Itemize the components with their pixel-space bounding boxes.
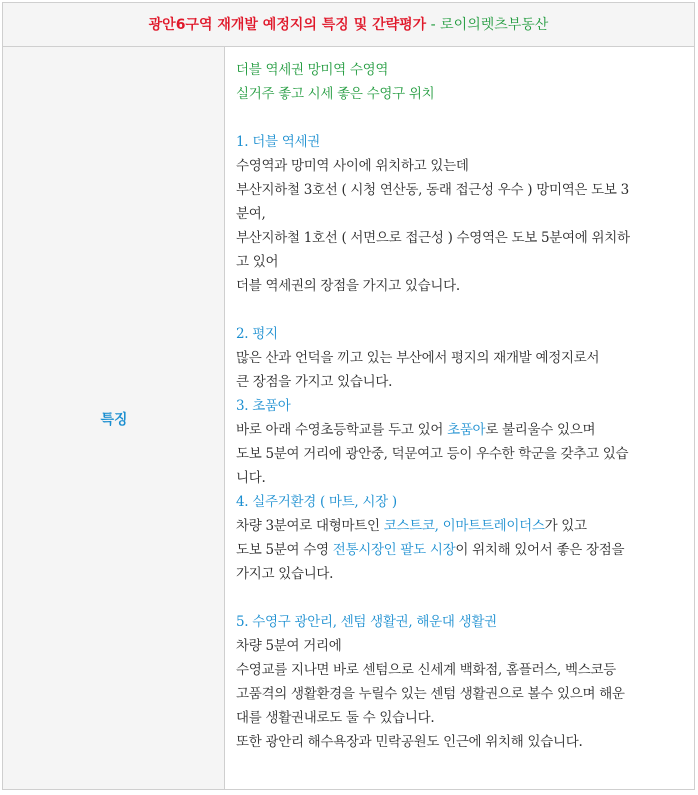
highlight-link[interactable]: 전통시장인 팔도 시장 <box>332 542 456 558</box>
section-3-line: 니다. <box>236 470 266 486</box>
section-5-line: 수영교를 지나면 바로 센텀으로 신세계 백화점, 홈플러스, 벡스코등 <box>236 662 616 678</box>
text-segment: 로 불리울수 있으며 <box>485 422 596 438</box>
section-2-line: 많은 산과 언덕을 끼고 있는 부산에서 평지의 재개발 예정지로서 <box>236 350 600 366</box>
section-1-heading: 1. 더블 역세권 <box>236 134 320 150</box>
header-separator: - <box>426 17 441 33</box>
side-label-cell <box>3 47 225 789</box>
section-4-line <box>236 538 684 562</box>
blank-line <box>236 298 684 322</box>
section-2-heading: 2. 평지 <box>236 326 278 342</box>
blank-line <box>236 106 684 130</box>
section-4-line: 가지고 있습니다. <box>236 566 334 582</box>
highlight-link[interactable]: 코스트코, 이마트트레이더스 <box>383 518 545 534</box>
section-5-heading: 5. 수영구 광안리, 센텀 생활권, 해운대 생활권 <box>236 614 497 630</box>
section-1-line: 분여, <box>236 206 266 222</box>
text-segment: 차량 3분여로 대형마트인 <box>236 518 384 534</box>
section-5-line: 또한 광안리 해수욕장과 민락공원도 인근에 위치해 있습니다. <box>236 734 583 750</box>
section-5-line: 차량 5분여 거리에 <box>236 638 342 654</box>
header-author: 로이의렛츠부동산 <box>440 17 549 33</box>
text-segment: 이 위치해 있어서 좋은 장점을 <box>455 542 625 558</box>
section-3-line: 도보 5분여 거리에 광안중, 덕문여고 등이 우수한 학군을 갖추고 있습 <box>236 446 629 462</box>
text-segment: 바로 아래 수영초등학교를 두고 있어 <box>236 422 448 438</box>
section-4-line <box>236 514 684 538</box>
section-5-line: 대를 생활권내로도 둘 수 있습니다. <box>236 710 435 726</box>
table-header <box>3 3 694 47</box>
section-2-line: 큰 장점을 가지고 있습니다. <box>236 374 393 390</box>
text-segment: 가 있고 <box>544 518 587 534</box>
side-label: 특징 <box>100 412 128 428</box>
intro-line-1: 더블 역세권 망미역 수영역 <box>236 62 389 78</box>
section-1-line: 수영역과 망미역 사이에 위치하고 있는데 <box>236 158 469 174</box>
section-3-heading: 3. 초품아 <box>236 398 291 414</box>
highlight-link[interactable]: 초품아 <box>447 422 486 438</box>
content-cell <box>236 58 684 754</box>
section-1-line: 고 있어 <box>236 254 279 270</box>
intro-line-2: 실거주 좋고 시세 좋은 수영구 위치 <box>236 86 435 102</box>
section-1-line: 부산지하철 1호선 ( 서면으로 접근성 ) 수영역은 도보 5분여에 위치하 <box>236 230 630 246</box>
section-4-heading: 4. 실주거환경 ( 마트, 시장 ) <box>236 494 397 510</box>
section-1-line: 부산지하철 3호선 ( 시청 연산동, 동래 접근성 우수 ) 망미역은 도보 3 <box>236 182 629 198</box>
text-segment: 도보 5분여 수영 <box>236 542 333 558</box>
blank-line <box>236 586 684 610</box>
section-3-line <box>236 418 684 442</box>
section-1-line: 더블 역세권의 장점을 가지고 있습니다. <box>236 278 460 294</box>
section-5-line: 고품격의 생활환경을 누릴수 있는 센텀 생활권으로 볼수 있으며 해운 <box>236 686 625 702</box>
header-title: 광안6구역 재개발 예정지의 특징 및 간략평가 <box>148 17 427 33</box>
